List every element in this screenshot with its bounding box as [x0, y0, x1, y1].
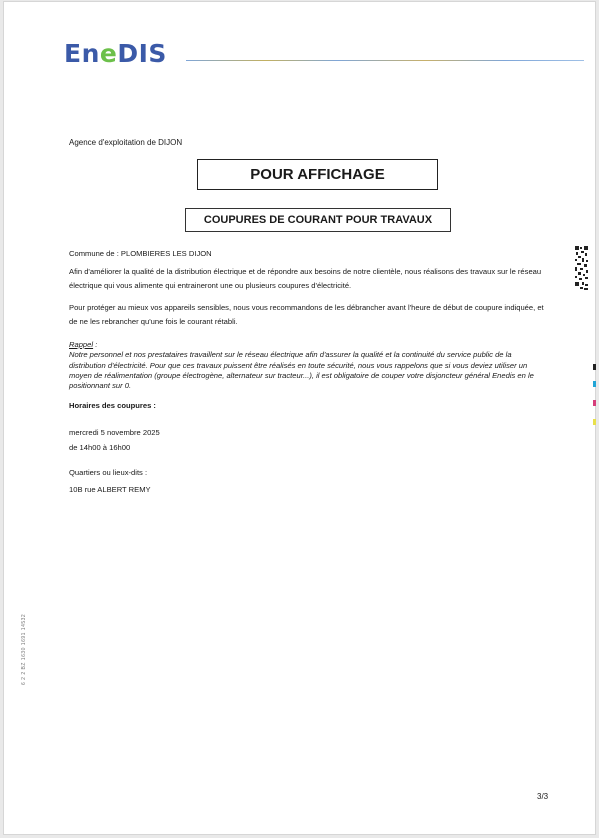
page-number: 3/3	[537, 792, 549, 801]
qr-code-icon	[574, 245, 589, 291]
print-mark-magenta	[593, 400, 596, 406]
commune-line: Commune de : PLOMBIERES LES DIJON	[69, 249, 212, 258]
page-subtitle	[185, 208, 451, 232]
print-mark-cyan	[593, 381, 596, 387]
affected-address: 10B rue ALBERT REMY	[69, 485, 151, 494]
rappel-colon: :	[93, 340, 98, 349]
enedis-logo	[64, 40, 167, 68]
quartiers-heading: Quartiers ou lieux-dits :	[69, 468, 148, 477]
logo-part-2: e	[99, 39, 118, 68]
page-title-text: POUR AFFICHAGE	[250, 166, 385, 183]
logo-part-3: DIS	[117, 39, 167, 68]
outage-date: mercredi 5 novembre 2025	[69, 428, 160, 437]
intro-paragraph: Afin d'améliorer la qualité de la distribution électrique et de répondre aux besoins de notre clientèle, nous réalisons des travaux sur le réseau électrique qui vous alimente qui entraineront une ou plusieurs coupures d'électricité.	[69, 267, 542, 290]
agence-label: Agence d'exploitation de DIJON	[69, 138, 183, 147]
rappel-heading	[69, 340, 549, 350]
outage-time: de 14h00 à 16h00	[69, 443, 131, 452]
side-reference-code: 6 2 2 BZ 1630 1691 14532	[21, 613, 27, 685]
rappel-text: Notre personnel et nos prestataires travaillent sur le réseau électrique afin d'assurer la qualité et la continuité du service public de la distribution d'électricité. Pour que ces travaux puissent être réalisés en toute sécurité, nous vous rappelons que si vous deviez utiliser un moyen de réalimentation (groupe électrogène, alternateur sur tracteur...), il est obligatoire de couper votre disjoncteur général Enedis en le positionnant sur 0.	[69, 350, 534, 391]
header-rule	[186, 60, 584, 61]
print-mark-yellow	[593, 419, 596, 425]
page-title	[197, 159, 438, 190]
document-page	[4, 2, 595, 834]
rappel-block	[69, 340, 549, 391]
logo-part-1: En	[64, 39, 100, 68]
horaires-heading: Horaires des coupures :	[69, 401, 156, 410]
advice-paragraph: Pour protéger au mieux vos appareils sensibles, nous vous recommandons de les débrancher avant l'heure de début de coupure indiquée, et de ne les rebrancher qu'une fois le courant rétabli.	[69, 303, 544, 326]
rappel-title: Rappel	[69, 340, 94, 349]
page-subtitle-text: COUPURES DE COURANT POUR TRAVAUX	[203, 214, 433, 226]
print-mark-black	[593, 364, 596, 370]
